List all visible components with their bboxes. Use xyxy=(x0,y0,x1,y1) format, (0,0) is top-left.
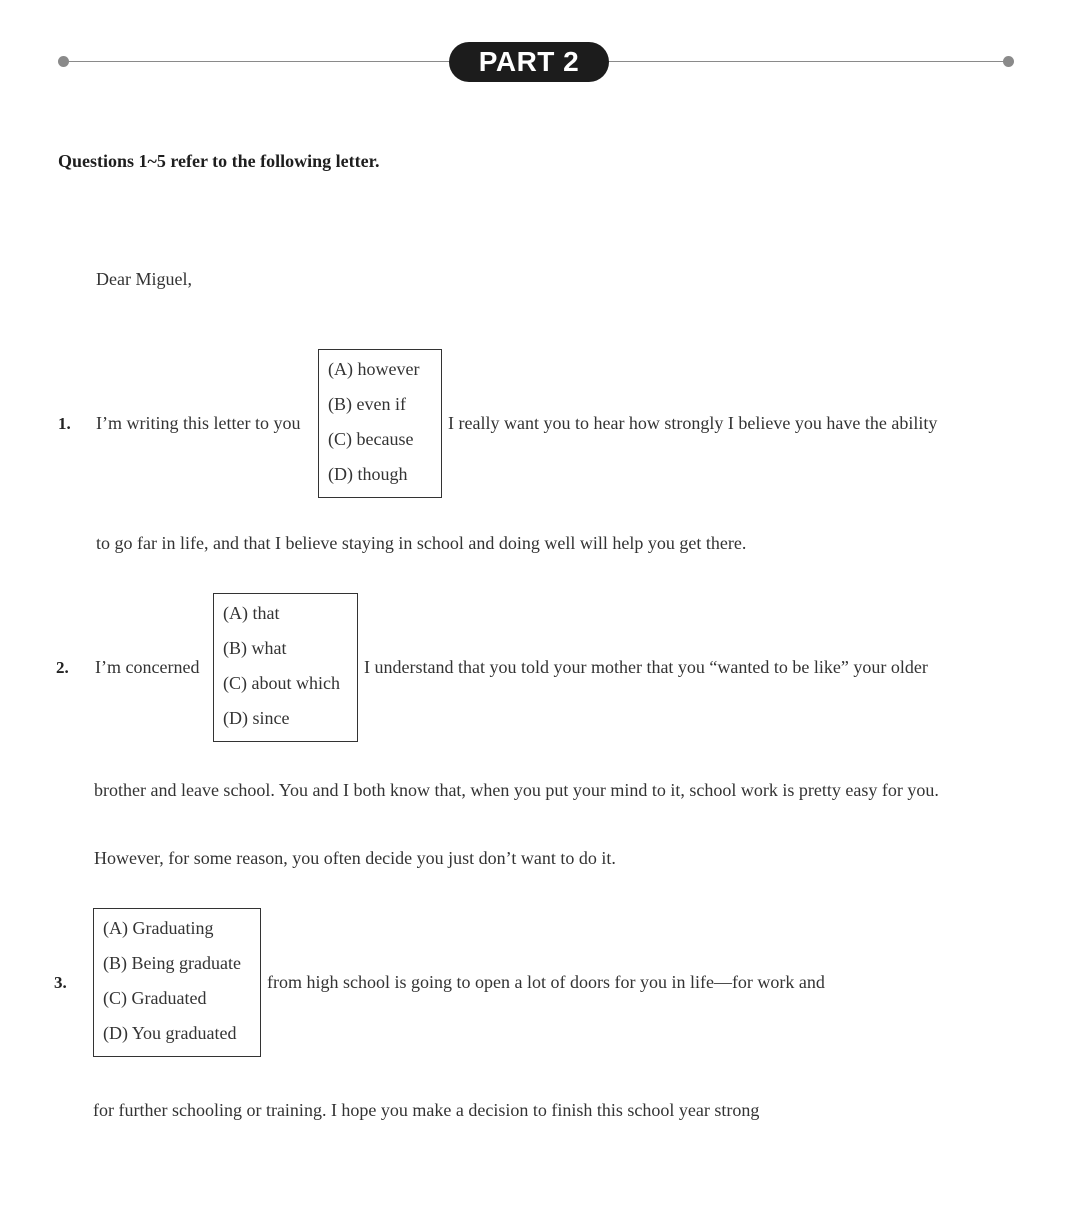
question-2-continuation-line-1: brother and leave school. You and I both know that, when you put your mind to it, school work is pretty easy for you. xyxy=(94,780,939,800)
question-1-option-c[interactable]: (C) because xyxy=(328,429,414,449)
question-3-continuation: for further schooling or training. I hope you make a decision to finish this school year strong xyxy=(93,1100,760,1120)
question-2-text-after: I understand that you told your mother that you “wanted to be like” your older xyxy=(364,657,928,677)
question-1-continuation: to go far in life, and that I believe staying in school and doing well will help you get there. xyxy=(96,533,747,553)
question-2-continuation-line-2: However, for some reason, you often decide you just don’t want to do it. xyxy=(94,848,616,868)
question-2-option-b[interactable]: (B) what xyxy=(223,638,287,658)
question-2-options-box xyxy=(213,593,358,742)
question-3-option-d[interactable]: (D) You graduated xyxy=(103,1023,237,1043)
header-right-dot xyxy=(1003,56,1014,67)
question-3-number: 3. xyxy=(54,973,67,992)
question-1-option-a[interactable]: (A) however xyxy=(328,359,420,379)
question-2-option-a[interactable]: (A) that xyxy=(223,603,280,623)
question-2-number: 2. xyxy=(56,658,69,677)
question-3-options-box xyxy=(93,908,261,1057)
question-2-text-before: I’m concerned xyxy=(95,657,200,677)
header-left-rule xyxy=(64,61,452,62)
question-1-text-before: I’m writing this letter to you xyxy=(96,413,301,433)
header-right-rule xyxy=(606,61,1010,62)
question-3-text-after: from high school is going to open a lot of doors for you in life—for work and xyxy=(267,972,825,992)
part-label-badge: PART 2 xyxy=(449,42,609,82)
question-1-option-b[interactable]: (B) even if xyxy=(328,394,406,414)
question-1-option-d[interactable]: (D) though xyxy=(328,464,408,484)
question-3-option-c[interactable]: (C) Graduated xyxy=(103,988,207,1008)
question-3-option-a[interactable]: (A) Graduating xyxy=(103,918,214,938)
question-2-option-d[interactable]: (D) since xyxy=(223,708,290,728)
question-1-text-after: I really want you to hear how strongly I believe you have the ability xyxy=(448,413,938,433)
question-3-option-b[interactable]: (B) Being graduate xyxy=(103,953,241,973)
question-1-options-box xyxy=(318,349,442,498)
letter-salutation: Dear Miguel, xyxy=(96,269,192,289)
question-1-number: 1. xyxy=(58,414,71,433)
instructions-heading: Questions 1~5 refer to the following letter. xyxy=(58,151,380,171)
question-2-option-c[interactable]: (C) about which xyxy=(223,673,340,693)
